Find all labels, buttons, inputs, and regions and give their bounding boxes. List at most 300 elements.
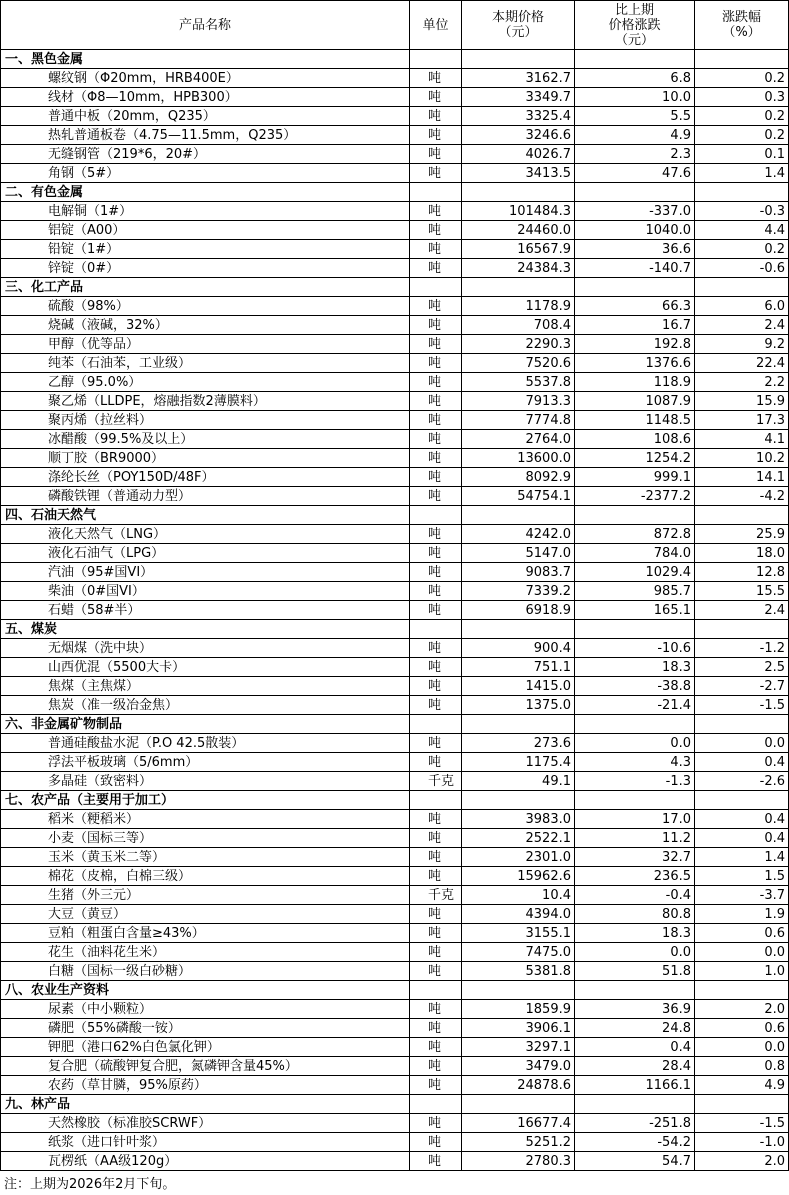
price-change-cell bbox=[575, 791, 695, 810]
product-name-cell: 玉米（黄玉米二等） bbox=[1, 848, 410, 867]
product-name-cell: 磷肥（55%磷酸一铵） bbox=[1, 1019, 410, 1038]
price-change-cell: -1.3 bbox=[575, 772, 695, 791]
table-row bbox=[1, 601, 789, 620]
product-name-cell: 焦炭（准一级冶金焦） bbox=[1, 696, 410, 715]
unit-cell bbox=[410, 715, 462, 734]
price-change-cell: 66.3 bbox=[575, 297, 695, 316]
current-price-cell bbox=[462, 50, 575, 69]
header-current-price-line2: （元） bbox=[498, 25, 538, 40]
product-name-cell: 柴油（0#国VI） bbox=[1, 582, 410, 601]
current-price-cell bbox=[462, 715, 575, 734]
category-name-cell: 四、石油天然气 bbox=[1, 506, 410, 525]
unit-cell: 吨 bbox=[410, 411, 462, 430]
unit-cell: 吨 bbox=[410, 677, 462, 696]
product-name-cell: 棉花（皮棉，白棉三级） bbox=[1, 867, 410, 886]
current-price-cell: 7913.3 bbox=[462, 392, 575, 411]
product-name-cell: 复合肥（硫酸钾复合肥，氮磷钾含量45%） bbox=[1, 1057, 410, 1076]
current-price-cell: 2301.0 bbox=[462, 848, 575, 867]
header-price-change-line3: （元） bbox=[614, 32, 654, 48]
change-pct-cell: 2.2 bbox=[695, 373, 789, 392]
product-name-cell: 电解铜（1#） bbox=[1, 202, 410, 221]
current-price-cell: 16677.4 bbox=[462, 1114, 575, 1133]
unit-cell: 吨 bbox=[410, 544, 462, 563]
table-row bbox=[1, 69, 789, 88]
change-pct-cell bbox=[695, 791, 789, 810]
table-row bbox=[1, 544, 789, 563]
category-name-cell: 九、林产品 bbox=[1, 1095, 410, 1114]
current-price-cell: 2522.1 bbox=[462, 829, 575, 848]
current-price-cell: 49.1 bbox=[462, 772, 575, 791]
product-name-cell: 铝锭（A00） bbox=[1, 221, 410, 240]
price-change-cell: 18.3 bbox=[575, 924, 695, 943]
product-name-cell: 山西优混（5500大卡） bbox=[1, 658, 410, 677]
change-pct-cell: 22.4 bbox=[695, 354, 789, 373]
unit-cell: 吨 bbox=[410, 658, 462, 677]
current-price-cell: 1175.4 bbox=[462, 753, 575, 772]
table-row bbox=[1, 924, 789, 943]
unit-cell: 吨 bbox=[410, 107, 462, 126]
table-row bbox=[1, 126, 789, 145]
current-price-cell: 101484.3 bbox=[462, 202, 575, 221]
category-row bbox=[1, 1095, 789, 1114]
price-change-cell: -251.8 bbox=[575, 1114, 695, 1133]
table-row bbox=[1, 886, 789, 905]
category-row bbox=[1, 506, 789, 525]
header-current-price-line1: 本期价格 bbox=[491, 10, 544, 25]
header-current-price bbox=[462, 1, 575, 50]
change-pct-cell: -2.7 bbox=[695, 677, 789, 696]
price-change-cell: 5.5 bbox=[575, 107, 695, 126]
table-row bbox=[1, 373, 789, 392]
product-name-cell: 石蜡（58#半） bbox=[1, 601, 410, 620]
unit-cell: 吨 bbox=[410, 943, 462, 962]
price-change-cell: 118.9 bbox=[575, 373, 695, 392]
unit-cell: 吨 bbox=[410, 1019, 462, 1038]
price-change-cell: 10.0 bbox=[575, 88, 695, 107]
change-pct-cell bbox=[695, 50, 789, 69]
current-price-cell: 54754.1 bbox=[462, 487, 575, 506]
change-pct-cell: 12.8 bbox=[695, 563, 789, 582]
change-pct-cell: 0.2 bbox=[695, 240, 789, 259]
change-pct-cell: 0.4 bbox=[695, 753, 789, 772]
current-price-cell: 3349.7 bbox=[462, 88, 575, 107]
table-row bbox=[1, 411, 789, 430]
unit-cell: 吨 bbox=[410, 1133, 462, 1152]
change-pct-cell: 0.4 bbox=[695, 810, 789, 829]
current-price-cell: 3413.5 bbox=[462, 164, 575, 183]
table-row bbox=[1, 240, 789, 259]
change-pct-cell: -1.0 bbox=[695, 1133, 789, 1152]
current-price-cell bbox=[462, 278, 575, 297]
current-price-cell: 16567.9 bbox=[462, 240, 575, 259]
category-row bbox=[1, 50, 789, 69]
table-row bbox=[1, 848, 789, 867]
product-name-cell: 普通硅酸盐水泥（P.O 42.5散装） bbox=[1, 734, 410, 753]
price-change-cell: 36.9 bbox=[575, 1000, 695, 1019]
unit-cell: 吨 bbox=[410, 297, 462, 316]
table-body bbox=[1, 50, 789, 1171]
table-row bbox=[1, 487, 789, 506]
unit-cell bbox=[410, 506, 462, 525]
current-price-cell: 3983.0 bbox=[462, 810, 575, 829]
current-price-cell: 2764.0 bbox=[462, 430, 575, 449]
price-change-cell: 1148.5 bbox=[575, 411, 695, 430]
change-pct-cell: 15.5 bbox=[695, 582, 789, 601]
change-pct-cell: -1.2 bbox=[695, 639, 789, 658]
table-row bbox=[1, 335, 789, 354]
current-price-cell: 1415.0 bbox=[462, 677, 575, 696]
table-row bbox=[1, 392, 789, 411]
current-price-cell: 24878.6 bbox=[462, 1076, 575, 1095]
header-change-pct-line1: 涨跌幅 bbox=[721, 10, 761, 25]
table-row bbox=[1, 354, 789, 373]
current-price-cell bbox=[462, 791, 575, 810]
current-price-cell: 1178.9 bbox=[462, 297, 575, 316]
current-price-cell: 708.4 bbox=[462, 316, 575, 335]
unit-cell: 吨 bbox=[410, 867, 462, 886]
table-row bbox=[1, 582, 789, 601]
price-change-cell bbox=[575, 1095, 695, 1114]
current-price-cell: 3155.1 bbox=[462, 924, 575, 943]
table-row bbox=[1, 1057, 789, 1076]
change-pct-cell: 0.0 bbox=[695, 1038, 789, 1057]
table-row bbox=[1, 164, 789, 183]
table-row bbox=[1, 1133, 789, 1152]
unit-cell: 吨 bbox=[410, 316, 462, 335]
table-row bbox=[1, 525, 789, 544]
price-change-cell bbox=[575, 50, 695, 69]
unit-cell: 吨 bbox=[410, 1000, 462, 1019]
unit-cell bbox=[410, 620, 462, 639]
current-price-cell: 751.1 bbox=[462, 658, 575, 677]
table-row bbox=[1, 658, 789, 677]
change-pct-cell: 0.3 bbox=[695, 88, 789, 107]
table-row bbox=[1, 107, 789, 126]
product-name-cell: 多晶硅（致密料） bbox=[1, 772, 410, 791]
price-change-cell: 17.0 bbox=[575, 810, 695, 829]
product-name-cell: 线材（Φ8—10mm，HPB300） bbox=[1, 88, 410, 107]
current-price-cell: 3479.0 bbox=[462, 1057, 575, 1076]
product-name-cell: 冰醋酸（99.5%及以上） bbox=[1, 430, 410, 449]
change-pct-cell: 0.0 bbox=[695, 943, 789, 962]
unit-cell: 吨 bbox=[410, 582, 462, 601]
table-row bbox=[1, 88, 789, 107]
change-pct-cell bbox=[695, 981, 789, 1000]
price-change-cell: 1029.4 bbox=[575, 563, 695, 582]
price-change-cell: 784.0 bbox=[575, 544, 695, 563]
change-pct-cell bbox=[695, 278, 789, 297]
table-row bbox=[1, 221, 789, 240]
product-name-cell: 花生（油料花生米） bbox=[1, 943, 410, 962]
current-price-cell: 13600.0 bbox=[462, 449, 575, 468]
category-name-cell: 六、非金属矿物制品 bbox=[1, 715, 410, 734]
current-price-cell: 2780.3 bbox=[462, 1152, 575, 1171]
change-pct-cell: 0.2 bbox=[695, 107, 789, 126]
current-price-cell: 1375.0 bbox=[462, 696, 575, 715]
table-row bbox=[1, 145, 789, 164]
current-price-cell: 3246.6 bbox=[462, 126, 575, 145]
product-name-cell: 聚丙烯（拉丝料） bbox=[1, 411, 410, 430]
current-price-cell: 7475.0 bbox=[462, 943, 575, 962]
change-pct-cell: 4.4 bbox=[695, 221, 789, 240]
product-name-cell: 角钢（5#） bbox=[1, 164, 410, 183]
change-pct-cell bbox=[695, 1095, 789, 1114]
unit-cell: 吨 bbox=[410, 392, 462, 411]
table-row bbox=[1, 316, 789, 335]
price-change-cell: 1166.1 bbox=[575, 1076, 695, 1095]
product-name-cell: 农药（草甘膦，95%原药） bbox=[1, 1076, 410, 1095]
change-pct-cell bbox=[695, 183, 789, 202]
unit-cell: 吨 bbox=[410, 848, 462, 867]
current-price-cell bbox=[462, 506, 575, 525]
header-change-pct-line2: （%） bbox=[722, 25, 761, 40]
unit-cell: 吨 bbox=[410, 563, 462, 582]
product-name-cell: 磷酸铁锂（普通动力型） bbox=[1, 487, 410, 506]
current-price-cell: 7774.8 bbox=[462, 411, 575, 430]
price-change-cell: 0.0 bbox=[575, 734, 695, 753]
product-name-cell: 甲醇（优等品） bbox=[1, 335, 410, 354]
change-pct-cell: -3.7 bbox=[695, 886, 789, 905]
change-pct-cell: 0.6 bbox=[695, 1019, 789, 1038]
price-change-cell: 18.3 bbox=[575, 658, 695, 677]
category-name-cell: 八、农业生产资料 bbox=[1, 981, 410, 1000]
unit-cell: 吨 bbox=[410, 69, 462, 88]
product-name-cell: 生猪（外三元） bbox=[1, 886, 410, 905]
product-name-cell: 液化石油气（LPG） bbox=[1, 544, 410, 563]
change-pct-cell: 18.0 bbox=[695, 544, 789, 563]
change-pct-cell: 9.2 bbox=[695, 335, 789, 354]
price-change-cell: 108.6 bbox=[575, 430, 695, 449]
price-change-cell: 192.8 bbox=[575, 335, 695, 354]
category-row bbox=[1, 278, 789, 297]
price-change-cell: 236.5 bbox=[575, 867, 695, 886]
unit-cell bbox=[410, 981, 462, 1000]
unit-cell: 千克 bbox=[410, 772, 462, 791]
unit-cell: 吨 bbox=[410, 449, 462, 468]
change-pct-cell: 1.0 bbox=[695, 962, 789, 981]
current-price-cell: 4394.0 bbox=[462, 905, 575, 924]
price-change-cell: -38.8 bbox=[575, 677, 695, 696]
unit-cell: 吨 bbox=[410, 639, 462, 658]
product-name-cell: 硫酸（98%） bbox=[1, 297, 410, 316]
change-pct-cell: -2.6 bbox=[695, 772, 789, 791]
change-pct-cell: 0.6 bbox=[695, 924, 789, 943]
change-pct-cell: -1.5 bbox=[695, 1114, 789, 1133]
table-row bbox=[1, 772, 789, 791]
price-change-cell: 4.9 bbox=[575, 126, 695, 145]
category-name-cell: 七、农产品（主要用于加工） bbox=[1, 791, 410, 810]
price-change-cell: -10.6 bbox=[575, 639, 695, 658]
change-pct-cell: 0.2 bbox=[695, 126, 789, 145]
price-change-cell: 54.7 bbox=[575, 1152, 695, 1171]
category-row bbox=[1, 183, 789, 202]
unit-cell: 吨 bbox=[410, 164, 462, 183]
product-name-cell: 铅锭（1#） bbox=[1, 240, 410, 259]
product-name-cell: 纯苯（石油苯，工业级） bbox=[1, 354, 410, 373]
change-pct-cell: 1.9 bbox=[695, 905, 789, 924]
price-change-cell bbox=[575, 506, 695, 525]
product-name-cell: 热轧普通板卷（4.75—11.5mm，Q235） bbox=[1, 126, 410, 145]
category-row bbox=[1, 715, 789, 734]
unit-cell: 吨 bbox=[410, 810, 462, 829]
current-price-cell: 3297.1 bbox=[462, 1038, 575, 1057]
current-price-cell: 1859.9 bbox=[462, 1000, 575, 1019]
table-row bbox=[1, 810, 789, 829]
unit-cell: 吨 bbox=[410, 126, 462, 145]
current-price-cell: 15962.6 bbox=[462, 867, 575, 886]
header-product-name: 产品名称 bbox=[1, 1, 410, 50]
change-pct-cell: -4.2 bbox=[695, 487, 789, 506]
price-change-cell: 1087.9 bbox=[575, 392, 695, 411]
change-pct-cell: 4.9 bbox=[695, 1076, 789, 1095]
product-name-cell: 大豆（黄豆） bbox=[1, 905, 410, 924]
price-change-cell bbox=[575, 981, 695, 1000]
unit-cell: 吨 bbox=[410, 1038, 462, 1057]
unit-cell: 吨 bbox=[410, 962, 462, 981]
table-row bbox=[1, 829, 789, 848]
table-header-row bbox=[1, 1, 789, 50]
current-price-cell: 7520.6 bbox=[462, 354, 575, 373]
price-change-cell: -2377.2 bbox=[575, 487, 695, 506]
current-price-cell bbox=[462, 981, 575, 1000]
change-pct-cell: 14.1 bbox=[695, 468, 789, 487]
price-change-cell: 2.3 bbox=[575, 145, 695, 164]
change-pct-cell: 15.9 bbox=[695, 392, 789, 411]
product-name-cell: 钾肥（港口62%白色氯化钾） bbox=[1, 1038, 410, 1057]
unit-cell: 吨 bbox=[410, 696, 462, 715]
price-change-cell bbox=[575, 278, 695, 297]
current-price-cell: 6918.9 bbox=[462, 601, 575, 620]
change-pct-cell: -0.3 bbox=[695, 202, 789, 221]
change-pct-cell: 17.3 bbox=[695, 411, 789, 430]
unit-cell: 吨 bbox=[410, 221, 462, 240]
change-pct-cell: 0.8 bbox=[695, 1057, 789, 1076]
price-change-cell: 999.1 bbox=[575, 468, 695, 487]
product-name-cell: 瓦楞纸（AA级120g） bbox=[1, 1152, 410, 1171]
table-row bbox=[1, 1152, 789, 1171]
change-pct-cell: -0.6 bbox=[695, 259, 789, 278]
price-change-cell bbox=[575, 183, 695, 202]
change-pct-cell: 2.5 bbox=[695, 658, 789, 677]
product-name-cell: 浮法平板玻璃（5/6mm） bbox=[1, 753, 410, 772]
price-change-cell: 16.7 bbox=[575, 316, 695, 335]
unit-cell bbox=[410, 183, 462, 202]
unit-cell: 吨 bbox=[410, 525, 462, 544]
price-change-cell: 0.4 bbox=[575, 1038, 695, 1057]
unit-cell: 吨 bbox=[410, 335, 462, 354]
change-pct-cell: 2.0 bbox=[695, 1000, 789, 1019]
footnote: 注：上期为2026年2月下旬。 bbox=[4, 1177, 176, 1192]
current-price-cell: 8092.9 bbox=[462, 468, 575, 487]
current-price-cell: 273.6 bbox=[462, 734, 575, 753]
header-price-change bbox=[575, 1, 695, 50]
current-price-cell: 3325.4 bbox=[462, 107, 575, 126]
change-pct-cell: 0.1 bbox=[695, 145, 789, 164]
current-price-cell: 7339.2 bbox=[462, 582, 575, 601]
table-row bbox=[1, 677, 789, 696]
price-change-cell: 6.8 bbox=[575, 69, 695, 88]
product-name-cell: 豆粕（粗蛋白含量≥43%） bbox=[1, 924, 410, 943]
price-change-cell: 1040.0 bbox=[575, 221, 695, 240]
unit-cell: 吨 bbox=[410, 373, 462, 392]
price-change-cell: 872.8 bbox=[575, 525, 695, 544]
table-row bbox=[1, 753, 789, 772]
current-price-cell: 4242.0 bbox=[462, 525, 575, 544]
current-price-cell: 5381.8 bbox=[462, 962, 575, 981]
price-change-cell: 1254.2 bbox=[575, 449, 695, 468]
table-row bbox=[1, 867, 789, 886]
current-price-cell bbox=[462, 183, 575, 202]
product-name-cell: 烧碱（液碱，32%） bbox=[1, 316, 410, 335]
unit-cell: 吨 bbox=[410, 259, 462, 278]
price-change-cell: 51.8 bbox=[575, 962, 695, 981]
change-pct-cell: 2.0 bbox=[695, 1152, 789, 1171]
change-pct-cell: 0.4 bbox=[695, 829, 789, 848]
unit-cell: 吨 bbox=[410, 1114, 462, 1133]
unit-cell bbox=[410, 791, 462, 810]
change-pct-cell: 10.2 bbox=[695, 449, 789, 468]
change-pct-cell bbox=[695, 620, 789, 639]
price-change-cell: 165.1 bbox=[575, 601, 695, 620]
unit-cell: 吨 bbox=[410, 1076, 462, 1095]
change-pct-cell: 1.4 bbox=[695, 164, 789, 183]
product-name-cell: 无烟煤（洗中块） bbox=[1, 639, 410, 658]
unit-cell: 吨 bbox=[410, 88, 462, 107]
current-price-cell: 4026.7 bbox=[462, 145, 575, 164]
change-pct-cell bbox=[695, 715, 789, 734]
price-change-cell: 24.8 bbox=[575, 1019, 695, 1038]
unit-cell: 吨 bbox=[410, 829, 462, 848]
unit-cell bbox=[410, 278, 462, 297]
price-change-cell: 47.6 bbox=[575, 164, 695, 183]
unit-cell: 吨 bbox=[410, 468, 462, 487]
product-name-cell: 尿素（中小颗粒） bbox=[1, 1000, 410, 1019]
category-name-cell: 一、黑色金属 bbox=[1, 50, 410, 69]
change-pct-cell: 0.0 bbox=[695, 734, 789, 753]
product-name-cell: 天然橡胶（标准胶SCRWF） bbox=[1, 1114, 410, 1133]
table-row bbox=[1, 468, 789, 487]
change-pct-cell: 0.2 bbox=[695, 69, 789, 88]
change-pct-cell bbox=[695, 506, 789, 525]
unit-cell bbox=[410, 50, 462, 69]
table-row bbox=[1, 1000, 789, 1019]
current-price-cell: 3162.7 bbox=[462, 69, 575, 88]
product-name-cell: 稻米（粳稻米） bbox=[1, 810, 410, 829]
product-name-cell: 小麦（国标三等） bbox=[1, 829, 410, 848]
table-row bbox=[1, 734, 789, 753]
table-row bbox=[1, 696, 789, 715]
table-row bbox=[1, 905, 789, 924]
price-change-cell: 28.4 bbox=[575, 1057, 695, 1076]
unit-cell: 吨 bbox=[410, 924, 462, 943]
category-row bbox=[1, 981, 789, 1000]
product-name-cell: 普通中板（20mm，Q235） bbox=[1, 107, 410, 126]
category-row bbox=[1, 791, 789, 810]
current-price-cell bbox=[462, 1095, 575, 1114]
current-price-cell: 24460.0 bbox=[462, 221, 575, 240]
current-price-cell bbox=[462, 620, 575, 639]
change-pct-cell: 25.9 bbox=[695, 525, 789, 544]
product-name-cell: 白糖（国标一级白砂糖） bbox=[1, 962, 410, 981]
category-row bbox=[1, 620, 789, 639]
current-price-cell: 24384.3 bbox=[462, 259, 575, 278]
unit-cell: 吨 bbox=[410, 1057, 462, 1076]
category-name-cell: 五、煤炭 bbox=[1, 620, 410, 639]
unit-cell: 吨 bbox=[410, 430, 462, 449]
unit-cell: 吨 bbox=[410, 1152, 462, 1171]
category-name-cell: 二、有色金属 bbox=[1, 183, 410, 202]
current-price-cell: 3906.1 bbox=[462, 1019, 575, 1038]
